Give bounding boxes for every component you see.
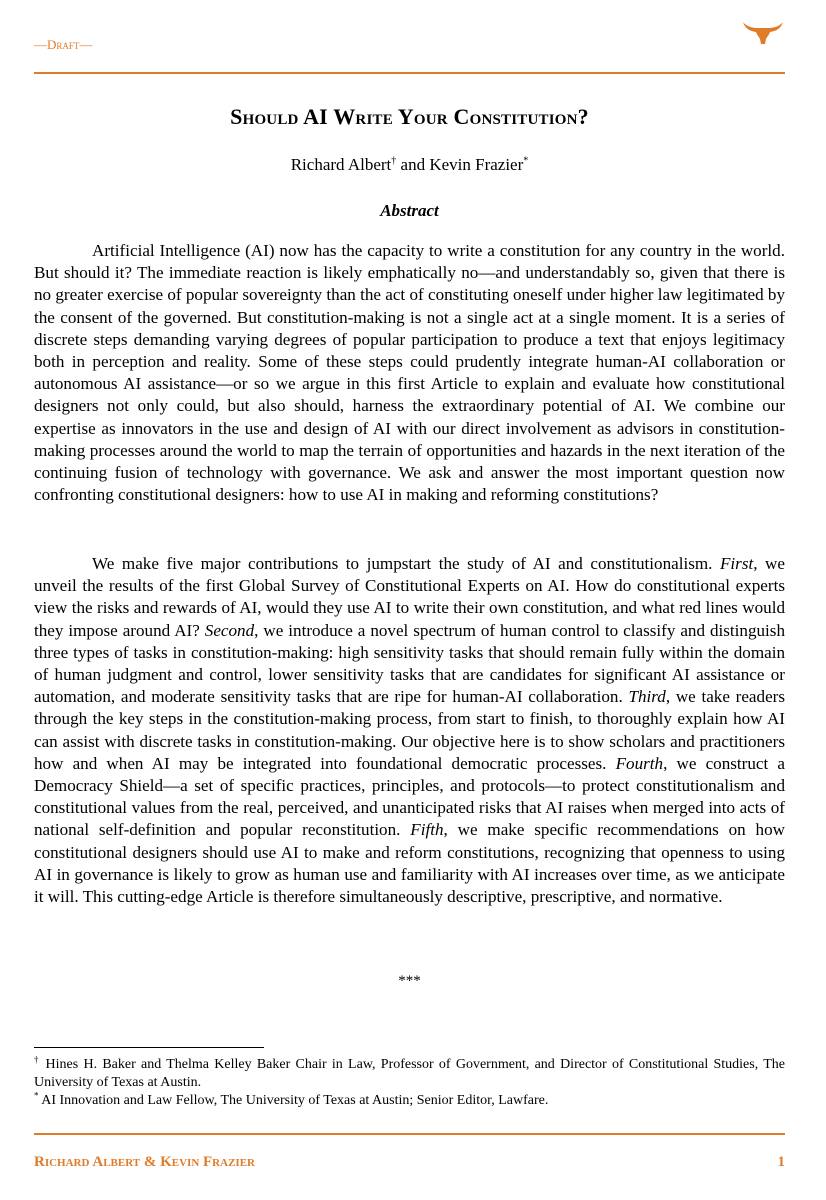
p2-seg-0: We make five major contributions to jumpstart the study of AI and constitutionalism. bbox=[92, 554, 720, 573]
paragraph-2-text bbox=[34, 553, 785, 908]
p2-first: First bbox=[719, 554, 754, 573]
p2-fourth: Fourth bbox=[615, 753, 664, 773]
running-head: Richard Albert & Kevin Frazier bbox=[34, 1154, 255, 1170]
abstract-paragraph-2 bbox=[34, 553, 785, 908]
p2-seg-5: , we make specific recommendations on how constitutional designers should use AI to make and reform constitutions, recognizing that openness to using AI in governance is likely to grow as human use and familiarity with AI increases over time, as we anticipate it will. This cutting-edge Article is therefore simultaneously descriptive, prescriptive, and normative. bbox=[34, 820, 785, 907]
footnote-2-mark: * bbox=[34, 1090, 39, 1101]
author-connector: and bbox=[396, 155, 430, 174]
p2-seg-4: , we construct a Democracy Shield—a set of specific practices, principles, and protocols—to protect constitutionalism and constitutional values from the real, perceived, and unanticipated risks that AI raises when merged into acts of national self-definition and popular reconstitution. bbox=[34, 753, 785, 840]
header-rule bbox=[34, 72, 785, 74]
p2-second: Second bbox=[204, 620, 255, 640]
p2-seg-2: , we introduce a novel spectrum of human control to classify and distinguish three types of tasks in constitution-making: high sensitivity tasks that should remain fully within the domain of human judgment and control, lower sensitivity tasks that are candidates for significant AI assistance or automation, and moderate sensitivity tasks that are ripe for human-AI collaboration. bbox=[34, 620, 785, 707]
footnote-1-text: Hines H. Baker and Thelma Kelley Baker Chair in Law, Professor of Government, and Director of Constitutional Studies, The University of Texas at Austin. bbox=[34, 1057, 785, 1090]
footnote-2 bbox=[34, 1092, 785, 1110]
footnote-1 bbox=[34, 1056, 785, 1092]
abstract-heading: Abstract bbox=[380, 201, 439, 220]
page-number: 1 bbox=[777, 1154, 785, 1170]
draft-label-text: —Draft— bbox=[34, 37, 93, 52]
abstract-paragraph-1 bbox=[34, 240, 785, 506]
author-name-2: Kevin Frazier bbox=[429, 155, 524, 174]
author-mark-2: * bbox=[523, 155, 529, 167]
section-separator: *** bbox=[398, 973, 421, 989]
footnote-rule bbox=[34, 1047, 264, 1048]
p2-third: Third bbox=[628, 687, 666, 707]
footnote-1-mark: † bbox=[34, 1054, 41, 1065]
paragraph-1-text: Artificial Intelligence (AI) now has the capacity to write a constitution for any country in the world. But should it? The immediate reaction is likely emphatically no—and understandably so, given that there is no greater exercise of popular sovereignty than the act of constituting oneself under higher law legitimated by the consent of the governed. But constitution-making is not a single act at a single moment. It is a series of discrete steps demanding varying degrees of popular participation to produce a text that enjoys legitimacy both in perception and reality. Some of these steps could prudently integrate human-AI collaboration or autonomous AI assistance—or so we argue in this first Article to explain and evaluate how constitutional designers not only could, but also should, harness the extraordinary potential of AI. We combine our expertise as innovators in the use and design of AI with our direct involvement as advisors in constitution-making processes around the world to map the terrain of opportunities and hazards in the next iteration of the continuing fusion of technology with governance. We ask and answer the most important question now confronting constitutional designers: how to use AI in making and reforming constitutions? bbox=[34, 241, 785, 505]
footer-rule bbox=[34, 1133, 785, 1135]
author-name-1: Richard Albert bbox=[290, 155, 392, 174]
footnotes bbox=[34, 1056, 785, 1110]
author-mark-1: † bbox=[391, 155, 397, 167]
paper-title: Should AI Write Your Constitution? bbox=[230, 104, 589, 129]
p2-seg-3: , we take readers through the key steps in the constitution-making process, from start to finish, to thoroughly explain how AI can assist with discrete tasks in constitution-making. Our objective here is to show scholars and practitioners how and when AI may be integrated into foundational democratic processes. bbox=[34, 687, 785, 773]
draft-label bbox=[34, 37, 92, 53]
author-line bbox=[34, 155, 785, 175]
p2-seg-1: , we unveil the results of the first Global Survey of Constitutional Experts on AI. How do constitutional experts view the risks and rewards of AI, would they use AI to write their own constitution, and what red lines would they impose around AI? bbox=[34, 554, 785, 640]
footnote-2-text: AI Innovation and Law Fellow, The University of Texas at Austin; Senior Editor, Lawfare. bbox=[38, 1093, 549, 1108]
p2-fifth: Fifth bbox=[410, 820, 444, 840]
longhorn-icon bbox=[742, 18, 784, 46]
